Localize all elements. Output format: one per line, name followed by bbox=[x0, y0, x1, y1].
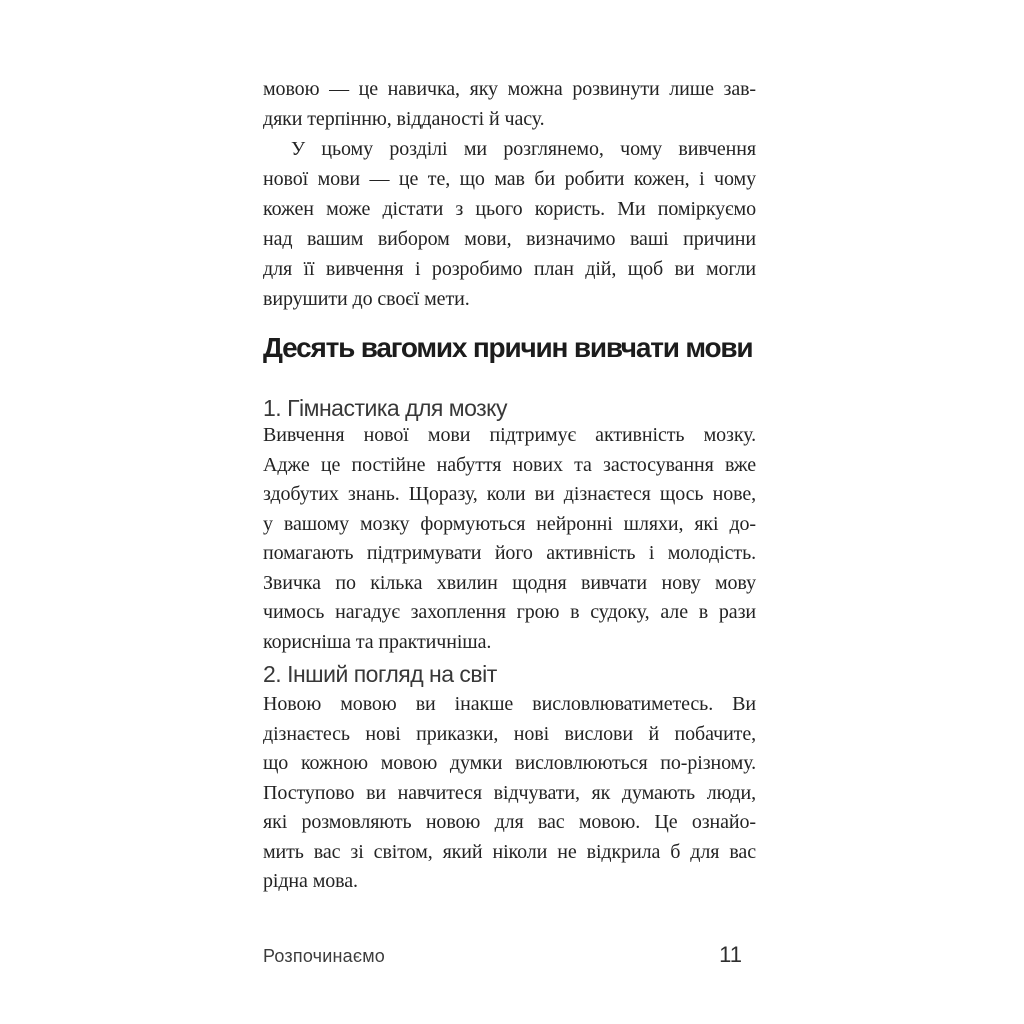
text-line: вирушити до своєї мети. bbox=[263, 288, 470, 310]
text-line: дяки терпінню, відданості й часу. bbox=[263, 108, 545, 130]
intro-text bbox=[263, 74, 756, 314]
text-line: Поступово ви навчитеся відчувати, як думають люди, bbox=[263, 781, 756, 804]
text-line: корисніша та практичніша. bbox=[263, 630, 492, 653]
chapter-heading: Десять вагомих причин вивчати мови bbox=[263, 332, 753, 363]
intro-paragraph-2 bbox=[263, 134, 756, 314]
text-line: помагають підтримувати його активність і молодість. bbox=[263, 542, 756, 564]
text-line: для її вивчення і розробимо план дій, щоб ви могли bbox=[263, 258, 756, 280]
text-line: Вивчення нової мови підтримує активність мозку. bbox=[263, 424, 756, 446]
page-footer bbox=[263, 942, 756, 968]
section-1-heading: 1. Гімнастика для мозку bbox=[263, 395, 507, 421]
text-line: Адже це постійне набуття нових та застосування вже bbox=[263, 453, 756, 476]
text-line: рідна мова. bbox=[263, 870, 358, 892]
text-line: у вашому мозку формуються нейронні шляхи, які до- bbox=[263, 512, 756, 535]
text-line: нової мови — це те, що мав би робити кожен, і чому bbox=[263, 168, 756, 190]
text-line: чимось нагадує захоплення грою в судоку, але в рази bbox=[263, 601, 756, 623]
text-line: які розмовляють новою для вас мовою. Це ознайо- bbox=[263, 811, 756, 833]
section-1-paragraph bbox=[263, 421, 756, 657]
intro-paragraph-1 bbox=[263, 74, 756, 134]
running-title: Розпочинаємо bbox=[263, 946, 385, 966]
text-line: Звичка по кілька хвилин щодня вивчати нову мову bbox=[263, 571, 756, 594]
text-line: над вашим вибором мови, визначимо ваші причини bbox=[263, 228, 756, 250]
text-line: мить вас зі світом, який ніколи не відкрила б для вас bbox=[263, 840, 756, 863]
text-line: Новою мовою ви інакше висловлюватиметесь. Ви bbox=[263, 693, 756, 715]
section-2-heading: 2. Інший погляд на світ bbox=[263, 661, 497, 687]
text-line: дізнаєтесь нові приказки, нові вислови й побачите, bbox=[263, 722, 756, 745]
text-line: мовою — це навичка, яку можна розвинути лише зав- bbox=[263, 78, 756, 100]
text-line: здобутих знань. Щоразу, коли ви дізнаєтеся щось нове, bbox=[263, 483, 756, 505]
text-line: кожен може дістати з цього користь. Ми поміркуємо bbox=[263, 198, 756, 220]
page-number: 11 bbox=[719, 942, 742, 967]
text-line: У цьому розділі ми розглянемо, чому вивчення bbox=[291, 138, 756, 160]
section-2-paragraph bbox=[263, 690, 756, 897]
text-line: що кожною мовою думки висловлюються по-різному. bbox=[263, 752, 756, 774]
